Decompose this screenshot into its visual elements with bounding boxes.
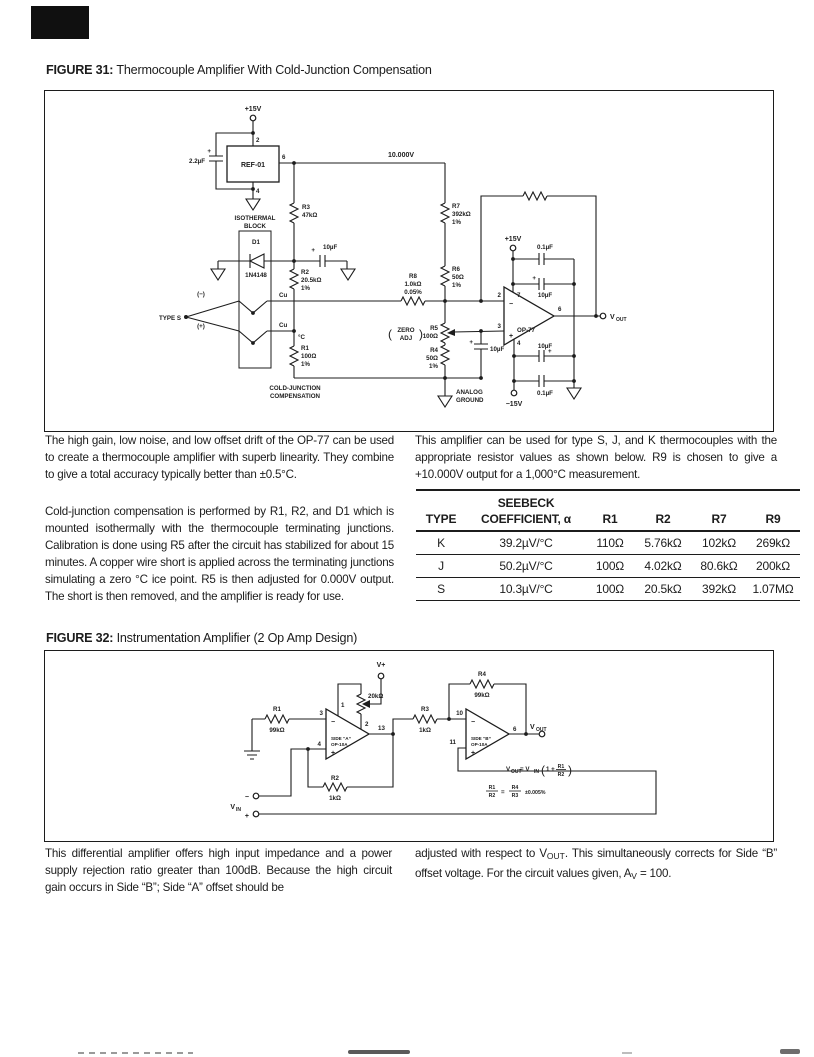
opamp-plus: + [509, 333, 514, 340]
c3-label: 0.1µF [537, 244, 553, 251]
c2-plus: + [311, 247, 315, 254]
formula2-d2: R3 [511, 793, 519, 799]
side-b-label-2: OP-10A [471, 742, 488, 747]
scan-artifact [348, 1050, 410, 1054]
vout-sub: OUT [616, 317, 627, 323]
scan-registration-mark [31, 6, 89, 39]
opamp-minus: − [509, 301, 514, 308]
c1-plus: + [207, 148, 211, 155]
ref-pin2: 2 [256, 137, 260, 144]
vin-sub: IN [236, 807, 241, 813]
side-a-label-1: SIDE “A” [331, 736, 351, 741]
r8-label: R8 [409, 273, 417, 280]
formula1-open: ( [541, 763, 545, 777]
table-cell: 200kΩ [746, 555, 800, 578]
pin6-label: 6 [558, 306, 562, 313]
table-spacer [416, 490, 466, 510]
side-a-minus: − [331, 719, 336, 726]
table-header-r7: R7 [692, 510, 746, 531]
c5-plus: + [548, 348, 552, 355]
c7-label: 0.1µF [537, 390, 553, 397]
table-cell: 110Ω [586, 531, 634, 555]
pin11-label: 11 [449, 739, 456, 746]
side-b-minus: − [471, 719, 476, 726]
pin7-label: 7 [517, 292, 521, 299]
table-cell: 80.6kΩ [692, 555, 746, 578]
r7-value: 392kΩ [452, 211, 471, 218]
formula1-vsub: OUT [511, 769, 522, 775]
fig32-wires [244, 679, 656, 814]
c6-plus: + [469, 339, 473, 346]
bottom-right-sub: OUT [546, 851, 565, 861]
c6-label: 10µF [490, 346, 505, 353]
c1-label: 2.2µF [189, 158, 205, 165]
pin3-label: 3 [319, 710, 323, 717]
side-b-plus: + [471, 750, 476, 757]
bottom-right-seg: adjusted with respect to V [415, 847, 547, 860]
c5-label: 10µF [537, 343, 553, 350]
table-header-type: TYPE [416, 510, 466, 531]
vout-sub: OUT [536, 727, 547, 733]
zero-paren-r: ) [419, 327, 423, 341]
c4-plus: + [532, 275, 536, 282]
table-header-r2: R2 [634, 510, 692, 531]
r1-value: 99kΩ [269, 727, 285, 734]
r3-label: R3 [421, 706, 429, 713]
r2-value: 1kΩ [329, 795, 341, 802]
table-header-coefficient: COEFFICIENT, α [466, 510, 586, 531]
figure32-caption-text: Instrumentation Amplifier (2 Op Amp Design) [113, 631, 358, 645]
r6-label: R6 [452, 266, 460, 273]
table-row [416, 531, 800, 555]
supply-neg-label: −15V [505, 401, 523, 408]
figure32-caption [46, 631, 357, 645]
r1-value: 100Ω [301, 353, 317, 360]
fig31-paragraph-2: Cold-junction compensation is performed by R1, R2, and D1 which is mounted isothermally with the thermocouple terminating junctions. Calibration is done using R5 after the circuit has stabilized for about 15 minutes. A copper wire short is applied across the terminating junctions simulating a zero °C ice point. R5 is then adjusted for 0.000V output. The short is then removed, and the amplifier is ready for use. [45, 505, 394, 603]
pin10-label: 10 [456, 710, 463, 717]
scan-artifact [780, 1049, 800, 1054]
table-cell: 100Ω [586, 578, 634, 601]
table-cell: S [416, 578, 466, 601]
formula2-n1: R1 [488, 785, 496, 791]
bottom-paragraph-right [415, 845, 777, 885]
r1-tol: 1% [301, 361, 310, 368]
figure32-frame [44, 650, 774, 842]
tc-neg: (−) [197, 291, 205, 298]
formula2-d1: R2 [488, 793, 496, 799]
vin-label: V [230, 804, 235, 811]
table-cell: 5.76kΩ [634, 531, 692, 555]
r7-label: R7 [452, 203, 460, 210]
r4-label: R4 [430, 347, 438, 354]
formula1-v: V [506, 766, 511, 773]
table-cell: 102kΩ [692, 531, 746, 555]
table-cell: 392kΩ [692, 578, 746, 601]
r6-tol: 1% [452, 282, 461, 289]
figure31-caption-text: Thermocouple Amplifier With Cold-Junction Compensation [113, 63, 432, 77]
figure31-frame [44, 90, 774, 432]
table-cell: 39.2µV/°C [466, 531, 586, 555]
table-cell: K [416, 531, 466, 555]
tc-type: TYPE S [158, 315, 181, 322]
scan-artifact [622, 1052, 632, 1054]
r4-value: 50Ω [426, 355, 438, 362]
r5-label: R5 [430, 325, 438, 332]
figure31-caption-label: FIGURE 31: [46, 63, 114, 77]
table-header-r9: R9 [746, 510, 800, 531]
ref-pin4: 4 [256, 188, 260, 195]
pin6-label: 6 [513, 726, 517, 733]
zero-paren-l: ( [388, 327, 392, 341]
tc-pos: (+) [197, 323, 205, 330]
table-cell: 100Ω [586, 555, 634, 578]
formula1-body: 1 + [546, 766, 555, 773]
vout-label: V [610, 314, 615, 321]
r8-tol: 0.05% [404, 289, 422, 296]
supply-pos-label: +15V [504, 236, 522, 243]
ref-pin6: 6 [282, 154, 286, 161]
table-cell: 4.02kΩ [634, 555, 692, 578]
agnd-label-1: ANALOG [456, 389, 483, 396]
d1-part: 1N4148 [245, 272, 267, 279]
bottom-right-sub: V [631, 871, 637, 881]
pin4-label: 4 [517, 340, 521, 347]
r2-value: 20.5kΩ [301, 277, 322, 284]
vplus-label: V+ [376, 662, 386, 669]
side-a-plus: + [331, 750, 336, 757]
agnd-label-2: GROUND [456, 397, 484, 404]
figure32-schematic [45, 651, 773, 841]
vref-label: 10.000V [387, 152, 415, 159]
r7-tol: 1% [452, 219, 461, 226]
pin3-label: 3 [497, 323, 501, 330]
formula2-eq: = [501, 789, 505, 796]
r4-label: R4 [478, 671, 486, 678]
cu-top: Cu [279, 292, 288, 299]
zero-adj-1: ZERO [397, 327, 415, 334]
formula1-num: R1 [557, 764, 565, 770]
pot-label: 20kΩ [368, 693, 384, 700]
r2-label: R2 [331, 775, 339, 782]
pin2-label: 2 [365, 721, 369, 728]
cjc-label-2: COMPENSATION [269, 393, 321, 400]
vout-label: V [530, 724, 535, 731]
r3-label: R3 [302, 204, 310, 211]
figure31-caption [46, 63, 432, 77]
c4-label: 10µF [537, 292, 553, 299]
fig31-paragraph-right: This amplifier can be used for type S, J, and K thermocouples with the appropriate resistor values as shown below. R9 is chosen to give a +10.000V output for a 1,000°C measurement. [415, 434, 777, 481]
r2-label: R2 [301, 269, 309, 276]
fig31-paragraph-1: The high gain, low noise, and low offset drift of the OP-77 can be used to create a thermocouple amplifier with superb linearity. They combine to give a total accuracy typically better than ±0.5°C. [45, 434, 394, 481]
scan-artifact [78, 1052, 193, 1054]
r4-value: 99kΩ [474, 692, 490, 699]
table-cell: 269kΩ [746, 531, 800, 555]
supply-top-label: +15V [244, 106, 262, 113]
pin4-label: 4 [317, 741, 321, 748]
r8-value: 1.0kΩ [404, 281, 422, 288]
formula1-insub: IN [534, 769, 539, 775]
degc-label: °C [298, 334, 305, 341]
pin13-label: 13 [378, 725, 385, 732]
r1-label: R1 [301, 345, 309, 352]
r3-value: 1kΩ [419, 727, 431, 734]
ref01-label: REF-01 [240, 162, 266, 169]
formula1-close: ) [568, 763, 572, 777]
table-cell: 1.07MΩ [746, 578, 800, 601]
table-cell: 20.5kΩ [634, 578, 692, 601]
r5-value: 100Ω [422, 333, 438, 340]
iso-label-1: ISOTHERMAL [234, 215, 276, 222]
pin1-label: 1 [341, 702, 345, 709]
formula1-den: R2 [557, 772, 565, 778]
opamp-label: OP-77 [517, 327, 535, 334]
figure31-schematic [45, 91, 773, 431]
vin-neg-sign: − [244, 794, 249, 801]
side-b-label-1: SIDE “B” [471, 736, 491, 741]
table-row [416, 578, 800, 601]
seebeck-table [416, 489, 800, 601]
table-header-r1: R1 [586, 510, 634, 531]
c2-label: 10µF [323, 244, 338, 251]
zero-adj-2: ADJ [399, 335, 413, 342]
formula1-eq: = V [520, 766, 530, 773]
bottom-paragraph-left: This differential amplifier offers high input impedance and a power supply rejection ratio greater than 100dB. Because the high circuit gain occurs in Side “B”; Side “A” offset should be [45, 847, 392, 894]
figure32-caption-label: FIGURE 32: [46, 631, 114, 645]
table-cell: 10.3µV/°C [466, 578, 586, 601]
table-row [416, 555, 800, 578]
vin-pos-sign: + [244, 813, 249, 820]
r3-value: 47kΩ [302, 212, 318, 219]
pin2-label: 2 [497, 292, 501, 299]
bottom-right-seg: = 100. [636, 867, 672, 880]
r1-label: R1 [273, 706, 281, 713]
formula2-tol: ±0.005% [525, 790, 546, 796]
d1-label: D1 [252, 239, 260, 246]
cu-bot: Cu [279, 322, 288, 329]
table-cell: 50.2µV/°C [466, 555, 586, 578]
r6-value: 50Ω [452, 274, 464, 281]
table-cell: J [416, 555, 466, 578]
cjc-label-1: COLD-JUNCTION [269, 385, 321, 392]
iso-label-2: BLOCK [244, 223, 266, 230]
r2-tol: 1% [301, 285, 310, 292]
r4-tol: 1% [429, 363, 438, 370]
table-header-seebeck: SEEBECK [497, 496, 555, 510]
formula2-n2: R4 [511, 785, 519, 791]
side-a-label-2: OP-10A [331, 742, 348, 747]
bottom-right-seg: . This simultaneously corrects for Side “B” offset voltage. For the circuit values given, A [415, 847, 777, 880]
